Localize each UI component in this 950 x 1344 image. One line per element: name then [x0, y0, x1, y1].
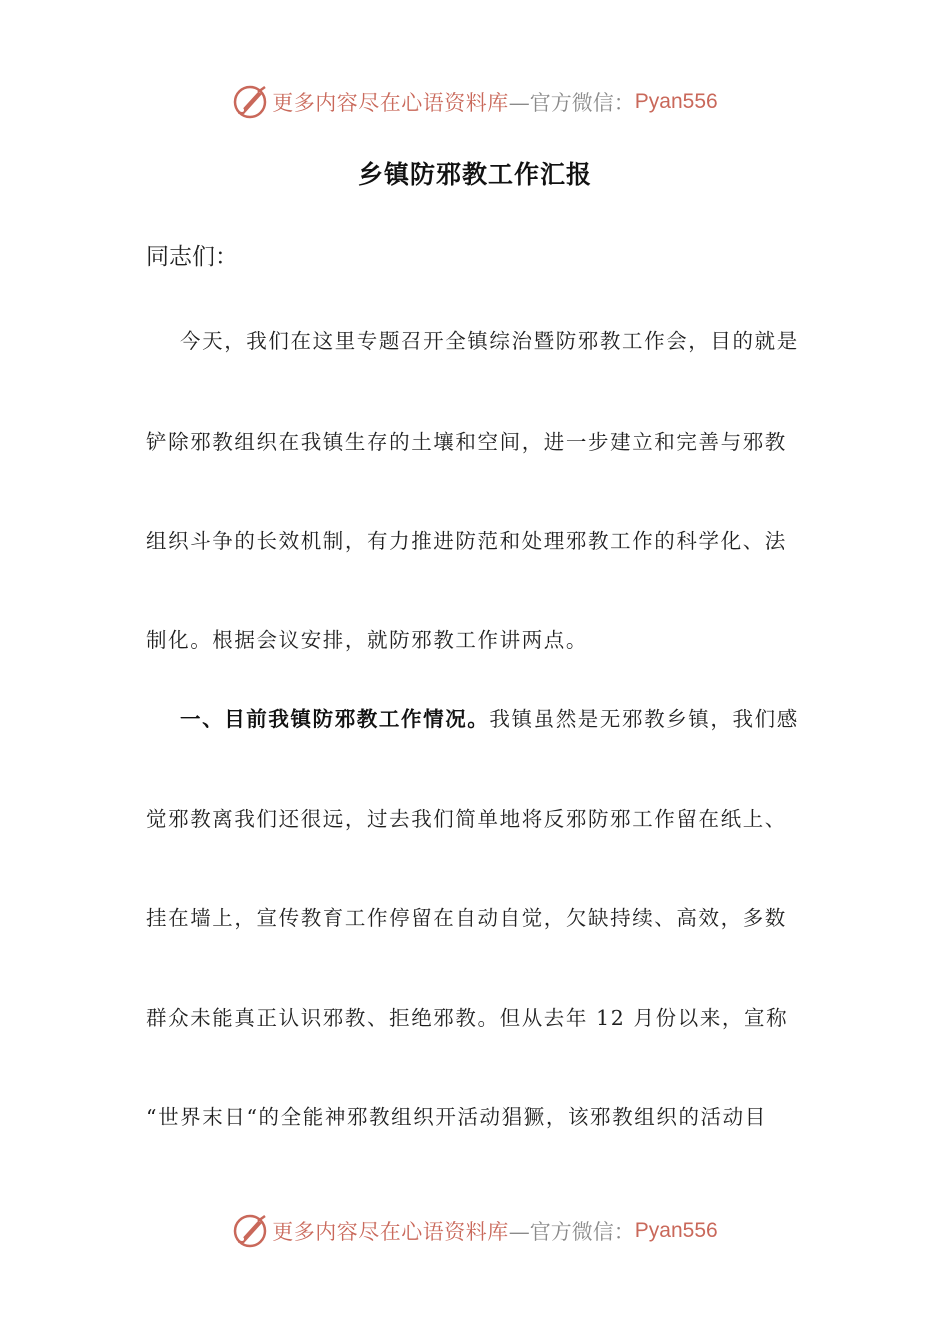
watermark-wechat-id: Pyan556 [634, 1219, 718, 1242]
document-salutation: 同志们： [146, 244, 238, 270]
watermark-text-main: 更多内容尽在心语资料库 [272, 91, 509, 115]
watermark-text-separator: —官方微信： [508, 91, 635, 115]
body-line: 铲除邪教组织在我镇生存的土壤和空间，进一步建立和完善与邪教 [146, 430, 787, 454]
body-line: 群众未能真正认识邪教、拒绝邪教。但从去年 12 月份以来，宣称 [146, 1006, 789, 1030]
quill-pen-logo-icon [232, 1213, 268, 1249]
watermark-text-separator: —官方微信： [508, 1220, 635, 1244]
section-heading-bold: 一、目前我镇防邪教工作情况。 [180, 707, 490, 731]
watermark-text-main: 更多内容尽在心语资料库 [272, 1220, 509, 1244]
document-title: 乡镇防邪教工作汇报 [357, 160, 592, 189]
watermark-wechat-id: Pyan556 [634, 90, 718, 113]
body-line: 组织斗争的长效机制，有力推进防范和处理邪教工作的科学化、法 [146, 529, 787, 553]
header-watermark-banner [0, 82, 950, 122]
body-line: 制化。根据会议安排，就防邪教工作讲两点。 [146, 628, 588, 652]
footer-watermark-banner [0, 1211, 950, 1251]
body-line: 觉邪教离我们还很远，过去我们简单地将反邪防邪工作留在纸上、 [146, 807, 787, 831]
quill-pen-logo-icon [232, 84, 268, 120]
body-line: 今天，我们在这里专题召开全镇综治暨防邪教工作会，目的就是 [180, 329, 799, 353]
body-line: 挂在墙上，宣传教育工作停留在自动自觉，欠缺持续、高效，多数 [146, 906, 787, 930]
body-line: “世界末日“的全能神邪教组织开活动猖獗，该邪教组织的活动目 [146, 1105, 767, 1129]
section-heading-line: 一、目前我镇防邪教工作情况。我镇虽然是无邪教乡镇，我们感 [180, 707, 799, 731]
